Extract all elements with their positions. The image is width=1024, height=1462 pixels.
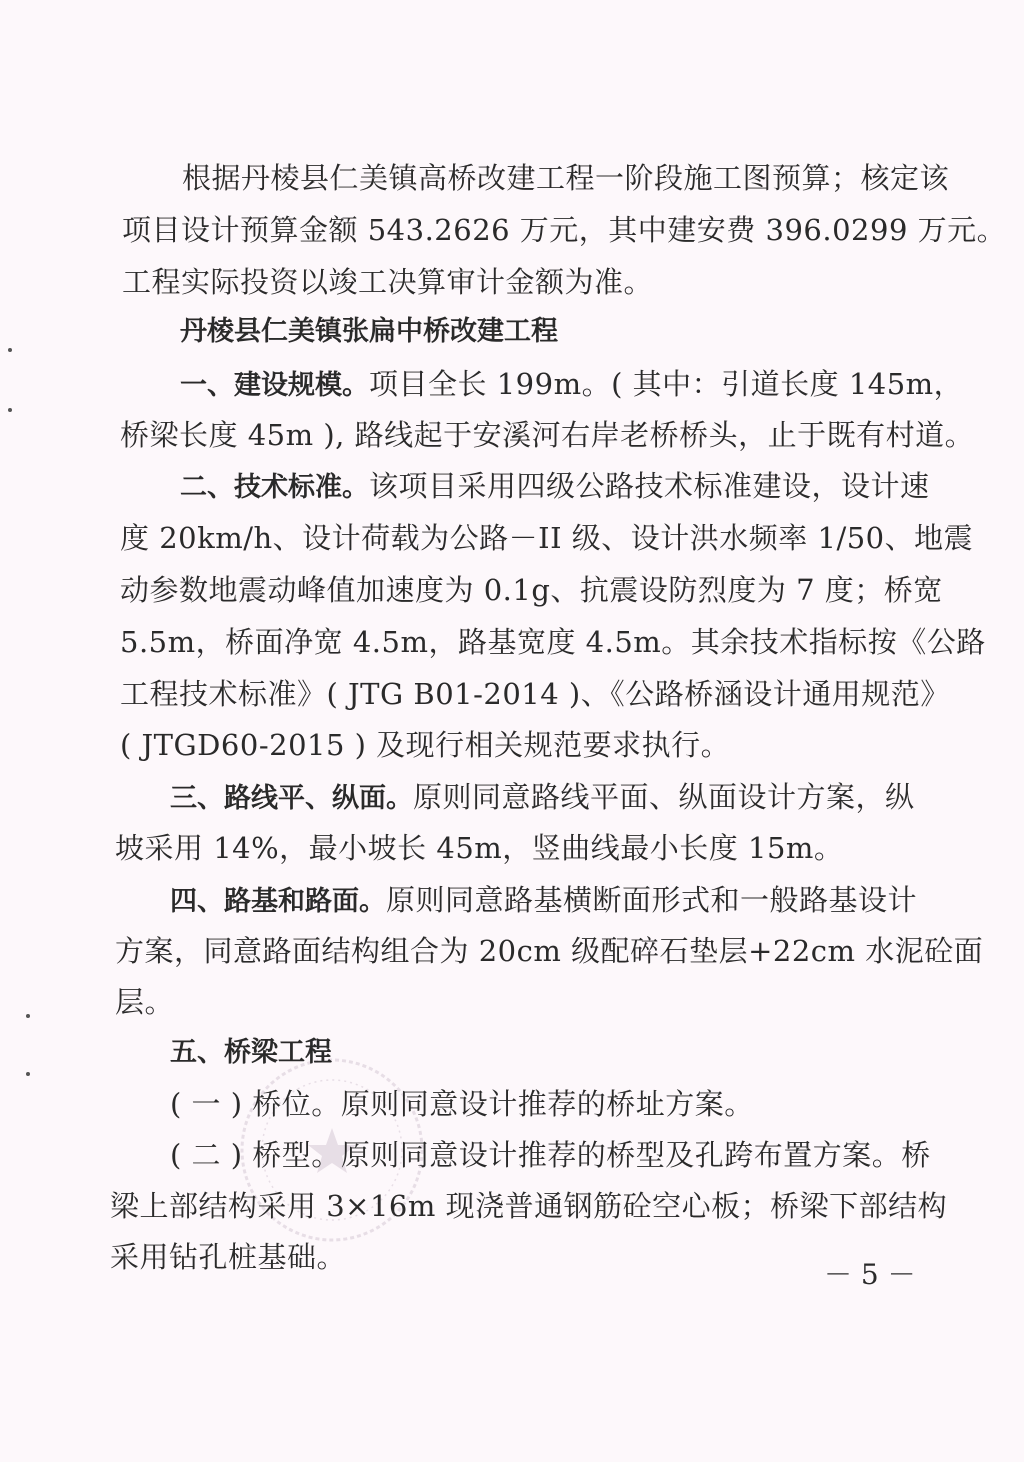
section-4-heading: 四、路基和路面。 xyxy=(170,886,386,917)
section-1-text: 项目全长 199m。( 其中：引道长度 145m， xyxy=(369,367,964,401)
section-5-item-2-line-1: ( 二 ) 桥型。原则同意设计推荐的桥型及孔跨布置方案。桥 xyxy=(170,1138,931,1172)
section-2-line-1 xyxy=(180,466,930,508)
section-3-line-1 xyxy=(170,777,915,819)
section-3-text: 原则同意路线平面、纵面设计方案，纵 xyxy=(413,780,915,814)
intro-line-2: 项目设计预算金额 543.2626 万元，其中建安费 396.0299 万元。 xyxy=(122,213,1007,247)
section-2-line-5: 工程技术标准》( JTG B01-2014 )、《公路桥涵设计通用规范》 xyxy=(120,677,950,711)
scan-mark xyxy=(26,1014,30,1018)
page-number: － 5 － xyxy=(824,1258,916,1291)
intro-line-3: 工程实际投资以竣工决算审计金额为准。 xyxy=(122,265,654,299)
section-2-line-4: 5.5m，桥面净宽 4.5m，路基宽度 4.5m。其余技术指标按《公路 xyxy=(120,625,986,659)
section-5-item-2-line-3: 采用钻孔桩基础。 xyxy=(110,1240,347,1274)
section-2-text: 该项目采用四级公路技术标准建设，设计速 xyxy=(369,469,930,503)
section-2-line-3: 动参数地震动峰值加速度为 0.1g、抗震设防烈度为 7 度；桥宽 xyxy=(120,573,943,607)
scan-mark xyxy=(26,1072,30,1076)
section-4-line-2: 方案，同意路面结构组合为 20cm 级配碎石垫层+22cm 水泥砼面 xyxy=(115,934,984,968)
section-1-line-2: 桥梁长度 45m ), 路线起于安溪河右岸老桥桥头，止于既有村道。 xyxy=(120,418,975,452)
project-title: 丹棱县仁美镇张扁中桥改建工程 xyxy=(180,316,558,347)
section-2-line-2: 度 20km/h、设计荷载为公路－II 级、设计洪水频率 1/50、地震 xyxy=(120,521,974,555)
section-2-heading: 二、技术标准。 xyxy=(180,472,369,503)
section-5-item-2-line-2: 梁上部结构采用 3×16m 现浇普通钢筋砼空心板；桥梁下部结构 xyxy=(110,1189,948,1223)
section-3-heading: 三、路线平、纵面。 xyxy=(170,783,413,814)
section-4-line-3: 层。 xyxy=(115,985,175,1019)
scan-mark xyxy=(8,348,12,352)
scan-mark xyxy=(8,408,12,412)
section-5-item-1: ( 一 ) 桥位。原则同意设计推荐的桥址方案。 xyxy=(170,1087,754,1121)
section-2-line-6: ( JTGD60-2015 ) 及现行相关规范要求执行。 xyxy=(120,728,731,762)
section-4-line-1 xyxy=(170,880,917,922)
section-5-heading: 五、桥梁工程 xyxy=(170,1037,332,1068)
intro-line-1: 根据丹棱县仁美镇高桥改建工程一阶段施工图预算；核定该 xyxy=(182,161,950,195)
section-4-text: 原则同意路基横断面形式和一般路基设计 xyxy=(386,883,918,917)
section-3-line-2: 坡采用 14%，最小坡长 45m，竖曲线最小长度 15m。 xyxy=(115,831,844,865)
section-1-line-1 xyxy=(180,364,963,406)
section-1-heading: 一、建设规模。 xyxy=(180,370,369,401)
